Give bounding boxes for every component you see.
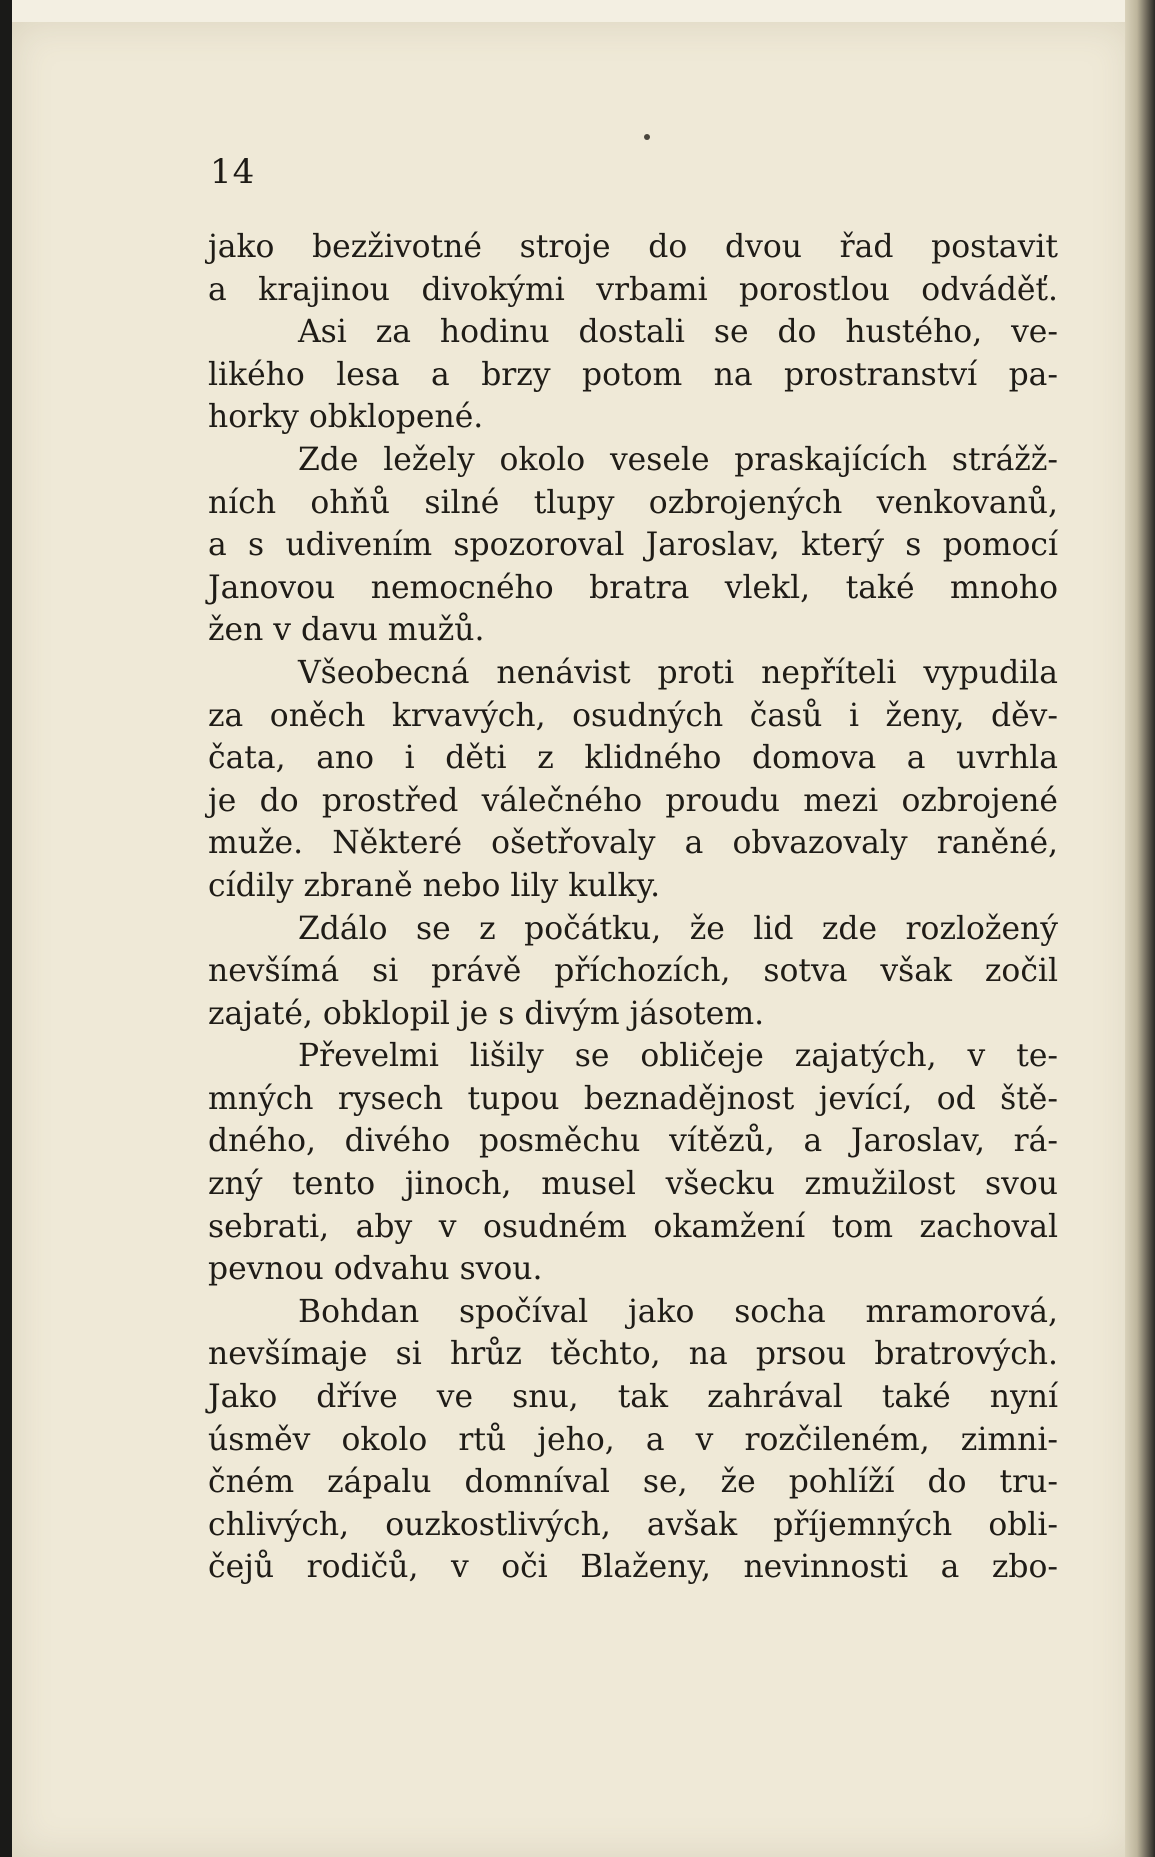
text-line: Janovou nemocného bratra vlekl, také mnoho (208, 569, 1058, 606)
text-line: Bohdan spočíval jako socha mramorová, (298, 1293, 1058, 1330)
text-line: likého lesa a brzy potom na prostranství pa- (208, 356, 1058, 393)
text-line: nevšímaje si hrůz těchto, na prsou bratrových. (208, 1336, 1058, 1373)
text-line: sebrati, aby v osudném okamžení tom zachoval (208, 1208, 1058, 1245)
text-line: Převelmi lišily se obličeje zajatých, v te- (298, 1038, 1058, 1075)
page-top-edge (12, 0, 1132, 22)
text-line: úsměv okolo rtů jeho, a v rozčileném, zimni- (208, 1421, 1058, 1458)
text-line: mných rysech tupou beznadějnost jevící, od ště- (208, 1080, 1058, 1117)
text-line: za oněch krvavých, osudných časů i ženy, děv- (208, 697, 1058, 734)
text-line: a s udivením spozoroval Jaroslav, který s pomocí (208, 527, 1058, 564)
text-line: žen v davu mužů. (208, 612, 485, 649)
text-line: čném zápalu domníval se, že pohlíží do tru- (208, 1464, 1058, 1501)
text-line: zajaté, obklopil je s divým jásotem. (208, 995, 765, 1032)
text-line: čejů rodičů, v oči Blaženy, nevinnosti a zbo- (208, 1549, 1058, 1586)
text-line: muže. Některé ošetřovaly a obvazovaly raněné, (208, 825, 1058, 862)
text-line: zný tento jinoch, musel všecku zmužilost svou (208, 1166, 1058, 1203)
body-text (208, 226, 1058, 1589)
book-spine-edge (1125, 0, 1155, 1857)
text-line: Jako dříve ve snu, tak zahrával také nyní (208, 1379, 1058, 1416)
ink-speck (644, 134, 650, 140)
text-line: je do prostřed válečného proudu mezi ozbrojené (208, 782, 1058, 819)
text-line: Asi za hodinu dostali se do hustého, ve- (298, 314, 1058, 351)
text-line: ních ohňů silné tlupy ozbrojených venkovanů, (208, 484, 1058, 521)
text-line: pevnou odvahu svou. (208, 1251, 543, 1288)
page-number: 14 (210, 152, 256, 192)
text-line: chlivých, ouzkostlivých, avšak příjemných obli- (208, 1506, 1058, 1543)
text-line: Zde ležely okolo vesele praskajících strážž- (298, 441, 1058, 478)
text-line: čata, ano i děti z klidného domova a uvrhla (208, 740, 1058, 777)
text-line: jako bezživotné stroje do dvou řad postavit (208, 229, 1058, 265)
text-line: Všeobecná nenávist proti nepříteli vypudila (298, 654, 1058, 691)
text-line: a krajinou divokými vrbami porostlou odváděť. (208, 271, 1058, 308)
text-line: Zdálo se z počátku, že lid zde rozložený (298, 910, 1058, 947)
text-line: cídily zbraně nebo lily kulky. (208, 867, 661, 904)
text-line: dného, divého posměchu vítězů, a Jaroslav, rá- (208, 1123, 1058, 1160)
text-line: nevšímá si právě příchozích, sotva však zočil (208, 953, 1058, 990)
text-line: horky obklopené. (208, 399, 484, 436)
